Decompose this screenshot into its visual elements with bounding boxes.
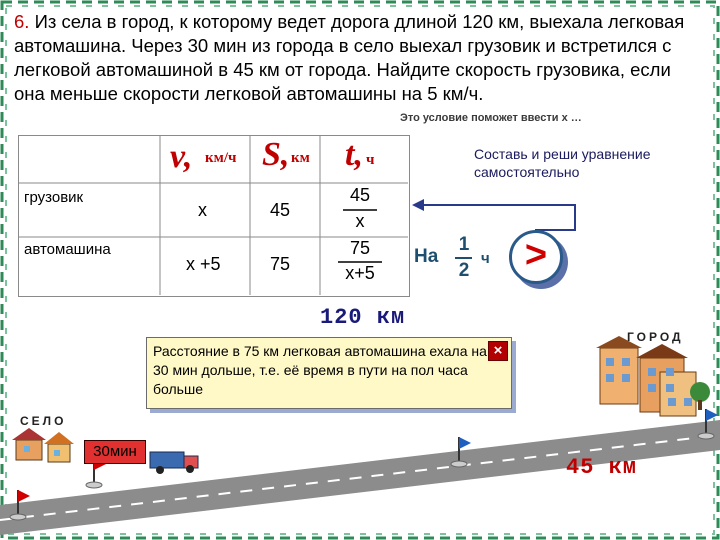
- city-buildings-icon: [596, 336, 710, 416]
- header-distance: S,: [262, 136, 290, 173]
- header-time: t,: [345, 136, 363, 173]
- village-label: СЕЛО: [20, 414, 67, 428]
- cell-car-time-den: х+5: [345, 263, 375, 283]
- cell-car-distance: 75: [270, 254, 291, 274]
- problem-text: Из села в город, к которому ведет дорога длиной 120 км, выехала легковая автомашина. Через 30 мин из города в село выехал грузовик и встретился с легковой автомашиной в 45 км от города. Найдите скорость грузовика, если она меньше скорости легковой автомашины на 5 км/ч.: [14, 11, 685, 104]
- header-velocity: v,: [170, 138, 193, 175]
- row-label-car: автомашина: [24, 241, 111, 258]
- total-distance-label: 120 км: [320, 305, 406, 330]
- truck-icon: [150, 452, 198, 474]
- meeting-distance-label: 45 км: [566, 455, 638, 480]
- city-label: ГОРОД: [627, 330, 684, 344]
- cell-truck-time-den: х: [355, 211, 365, 231]
- cell-car-time-num: 75: [349, 238, 371, 258]
- instruction-note: Составь и реши уравнение самостоятельно: [474, 146, 651, 180]
- arrow-icon: [412, 199, 575, 230]
- greater-than-button[interactable]: >: [509, 230, 563, 284]
- half-hour-prefix: На: [414, 246, 439, 267]
- cell-truck-time-num: 45: [349, 185, 371, 205]
- problem-statement: [14, 10, 704, 106]
- callout-text: Расстояние в 75 км легковая автомашина ехала на 30 мин дольше, т.е. её время в пути на пол часа больше: [153, 343, 487, 397]
- half-hour-numerator: 1: [458, 234, 470, 255]
- thirty-min-tag: 30мин: [84, 440, 146, 464]
- header-velocity-unit: км/ч: [205, 150, 237, 166]
- close-icon[interactable]: ×: [488, 341, 508, 361]
- header-distance-unit: км: [291, 150, 310, 166]
- row-label-truck: грузовик: [24, 189, 84, 206]
- problem-number: 6.: [14, 11, 30, 32]
- cell-car-speed: х +5: [186, 254, 221, 274]
- half-hour-denominator: 2: [458, 260, 470, 281]
- cell-truck-speed: х: [198, 200, 207, 220]
- half-hour-unit: ч: [481, 250, 490, 267]
- explanation-callout: [146, 337, 512, 409]
- hint-note: Это условие поможет ввести х …: [400, 112, 582, 124]
- village-houses-icon: [12, 428, 74, 462]
- header-time-unit: ч: [366, 152, 375, 168]
- cell-truck-distance: 45: [270, 200, 291, 220]
